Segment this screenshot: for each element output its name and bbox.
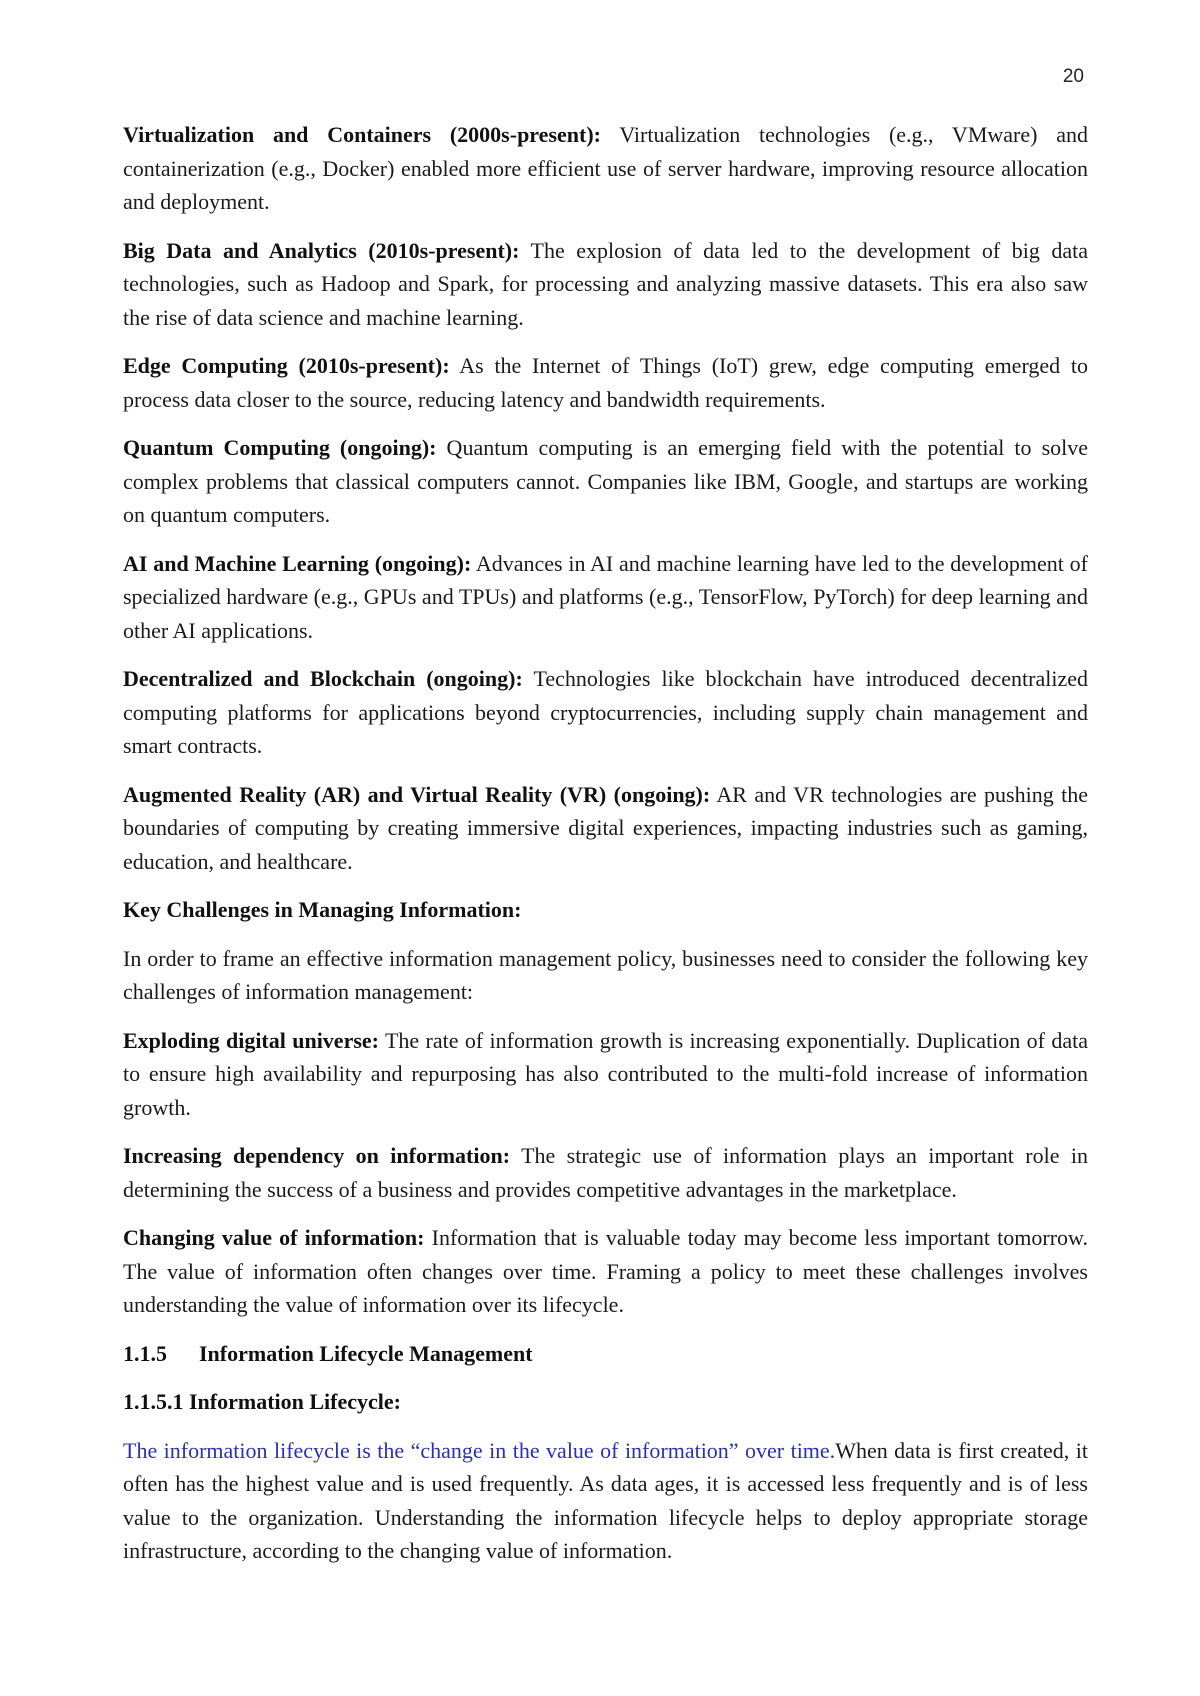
page-number: 20	[1062, 66, 1084, 87]
challenge-changing-value	[123, 1221, 1088, 1322]
challenge-term: Exploding digital universe:	[123, 1027, 379, 1053]
challenge-text: The strategic use of information plays an important role in determining the success of a business and provides competitive advantages in the marketplace.	[123, 1143, 1089, 1202]
paragraph-text: AR and VR technologies are pushing the boundaries of computing by creating immersive digital experiences, impacting industries such as gaming, education, and healthcare.	[123, 781, 1089, 874]
paragraph-term: Virtualization and Containers (2000s-present):	[123, 122, 601, 147]
page-content	[123, 118, 1088, 1583]
paragraph-edge-computing	[123, 349, 1088, 416]
lifecycle-text: When data is first created, it often has the highest value and is used frequently. As data ages, it is accessed less frequently and is of less value to the organization. Understanding the information lifecycle helps to deploy appropriate storage infrastructure, according to the changing value of information.	[123, 1437, 1088, 1563]
paragraph-quantum-computing	[123, 431, 1088, 532]
challenge-text: Information that is valuable today may become less important tomorrow. The value of information often changes over time. Framing a policy to meet these challenges involves understanding the value of information over its lifecycle.	[123, 1225, 1088, 1317]
challenge-exploding-universe	[123, 1024, 1088, 1125]
paragraph-term: Edge Computing (2010s-present):	[123, 353, 450, 378]
paragraph-big-data	[123, 234, 1088, 335]
paragraph-ar-vr	[123, 778, 1088, 879]
section-number: 1.1.5	[123, 1340, 167, 1366]
section-heading	[123, 1337, 1088, 1371]
paragraph-blockchain	[123, 662, 1088, 763]
paragraph-term: Big Data and Analytics (2010s-present):	[123, 237, 520, 263]
challenge-dependency	[123, 1139, 1088, 1206]
subsection-heading: 1.1.5.1 Information Lifecycle:	[123, 1389, 401, 1414]
paragraph-text: As the Internet of Things (IoT) grew, edge computing emerged to process data closer to the source, reducing latency and bandwidth requirements.	[123, 353, 1088, 412]
paragraph-term: Augmented Reality (AR) and Virtual Reality (VR) (ongoing):	[123, 781, 711, 807]
paragraph-ai-ml	[123, 547, 1088, 648]
paragraph-text: The explosion of data led to the development of big data technologies, such as Hadoop and Spark, for processing and analyzing massive datasets. This era also saw the rise of data science and machine learning.	[123, 237, 1088, 330]
paragraph-text: Technologies like blockchain have introduced decentralized computing platforms for applications beyond cryptocurrencies, including supply chain management and smart contracts.	[123, 666, 1088, 758]
paragraph-text: Advances in AI and machine learning have led to the development of specialized hardware (e.g., GPUs and TPUs) and platforms (e.g., TensorFlow, PyTorch) for deep learning and other AI applications.	[123, 550, 1088, 643]
challenges-intro: In order to frame an effective information management policy, businesses need to consider the following key challenges of information management:	[123, 945, 1088, 1004]
paragraph-term: Decentralized and Blockchain (ongoing):	[123, 666, 523, 691]
lifecycle-paragraph	[123, 1434, 1088, 1568]
section-title: Information Lifecycle Management	[199, 1340, 533, 1366]
lifecycle-highlight: The information lifecycle is the “change in the value of information” over time.	[123, 1437, 836, 1463]
challenges-heading: Key Challenges in Managing Information:	[123, 897, 522, 922]
paragraph-term: Quantum Computing (ongoing):	[123, 435, 437, 460]
challenge-text: The rate of information growth is increasing exponentially. Duplication of data to ensure high availability and repurposing has also contributed to the multi-fold increase of information growth.	[123, 1027, 1088, 1120]
challenge-term: Increasing dependency on information:	[123, 1143, 511, 1168]
paragraph-virtualization	[123, 118, 1088, 219]
paragraph-text: Quantum computing is an emerging field with the potential to solve complex problems that classical computers cannot. Companies like IBM, Google, and startups are working on quantum computers.	[123, 435, 1089, 527]
paragraph-term: AI and Machine Learning (ongoing):	[123, 550, 472, 576]
challenge-term: Changing value of information:	[123, 1225, 425, 1250]
paragraph-text: Virtualization technologies (e.g., VMware) and containerization (e.g., Docker) enabled more efficient use of server hardware, improving resource allocation and deployment.	[123, 122, 1088, 214]
